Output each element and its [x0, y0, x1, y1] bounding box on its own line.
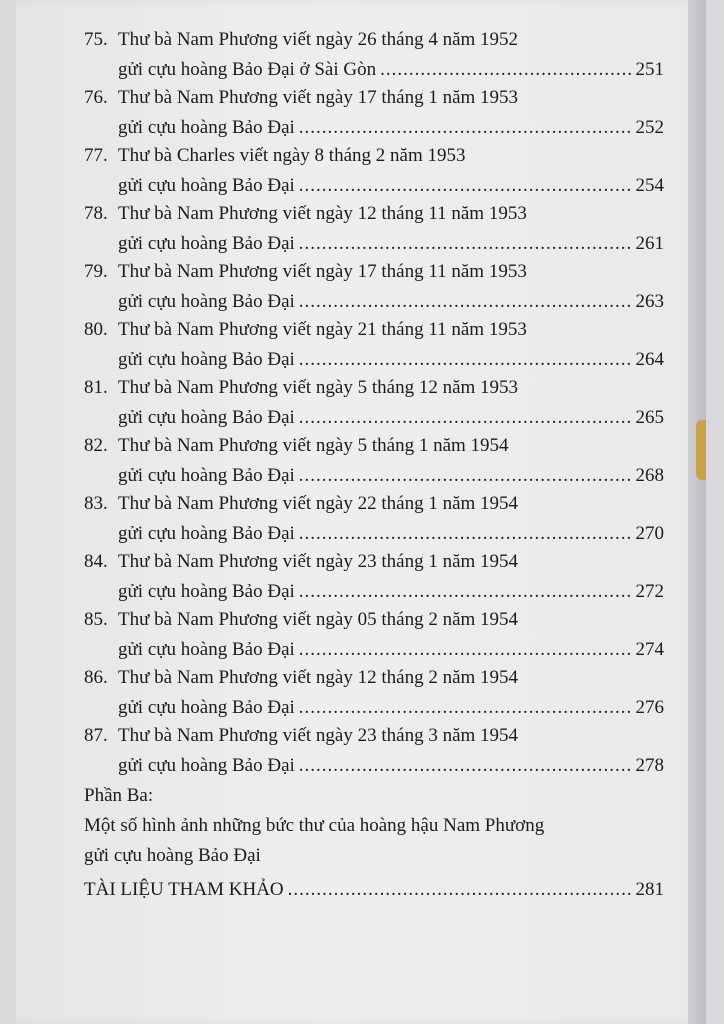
entry-title: Thư bà Nam Phương viết ngày 05 tháng 2 năm 1954	[118, 609, 519, 630]
toc-entry[interactable]	[84, 722, 664, 780]
toc-entry[interactable]	[84, 490, 664, 548]
toc-entry[interactable]	[84, 26, 664, 84]
entry-number: 79.	[84, 261, 108, 282]
entry-title: Thư bà Nam Phương viết ngày 12 tháng 11 năm 1953	[118, 203, 527, 224]
entry-number: 77.	[84, 145, 108, 166]
entry-number: 86.	[84, 667, 108, 688]
dot-leader	[299, 346, 632, 374]
entry-number: 75.	[84, 29, 108, 50]
toc-entry[interactable]	[84, 374, 664, 432]
entry-page-number: 254	[635, 175, 664, 196]
entry-title: Thư bà Nam Phương viết ngày 26 tháng 4 năm 1952	[118, 29, 519, 50]
toc-entry[interactable]	[84, 548, 664, 606]
entry-title: Thư bà Nam Phương viết ngày 12 tháng 2 năm 1954	[118, 667, 519, 688]
entry-subtitle: gửi cựu hoàng Bảo Đại	[118, 523, 295, 544]
bookmark-tab	[696, 420, 706, 480]
entry-second-line	[118, 520, 664, 548]
toc-entry[interactable]	[84, 84, 664, 142]
toc-entry[interactable]	[84, 432, 664, 490]
toc-entry[interactable]	[84, 258, 664, 316]
toc-entry[interactable]	[84, 606, 664, 664]
dot-leader	[299, 172, 632, 200]
dot-leader	[380, 56, 631, 84]
entry-subtitle: gửi cựu hoàng Bảo Đại	[118, 581, 295, 602]
dot-leader	[288, 876, 632, 904]
entry-subtitle: gửi cựu hoàng Bảo Đại	[118, 697, 295, 718]
dot-leader	[299, 462, 632, 490]
entry-subtitle: gửi cựu hoàng Bảo Đại	[118, 349, 295, 370]
references-label: TÀI LIỆU THAM KHẢO	[84, 879, 284, 900]
entry-title: Thư bà Nam Phương viết ngày 5 tháng 1 năm 1954	[118, 435, 509, 456]
entry-number: 76.	[84, 87, 108, 108]
entry-title: Thư bà Nam Phương viết ngày 21 tháng 11 năm 1953	[118, 319, 527, 340]
table-of-contents	[84, 26, 664, 904]
entry-subtitle: gửi cựu hoàng Bảo Đại	[118, 117, 295, 138]
toc-entries	[84, 26, 664, 780]
entry-page-number: 270	[635, 523, 664, 544]
entry-page-number: 274	[635, 639, 664, 660]
entry-second-line	[118, 114, 664, 142]
entry-number: 84.	[84, 551, 108, 572]
entry-subtitle: gửi cựu hoàng Bảo Đại	[118, 755, 295, 776]
entry-title: Thư bà Charles viết ngày 8 tháng 2 năm 1953	[118, 145, 466, 166]
entry-page-number: 263	[635, 291, 664, 312]
dot-leader	[299, 578, 632, 606]
part-heading: Phần Ba:	[84, 785, 154, 806]
entry-subtitle: gửi cựu hoàng Bảo Đại	[118, 175, 295, 196]
entry-page-number: 264	[635, 349, 664, 370]
references-entry[interactable]	[84, 876, 664, 904]
part-description-line-1: Một số hình ảnh những bức thư của hoàng hậu Nam Phương	[84, 815, 545, 836]
book-page	[16, 0, 706, 1024]
dot-leader	[299, 114, 632, 142]
references-page-number: 281	[635, 879, 664, 900]
dot-leader	[299, 694, 632, 722]
dot-leader	[299, 230, 632, 258]
entry-number: 87.	[84, 725, 108, 746]
entry-title: Thư bà Nam Phương viết ngày 23 tháng 1 năm 1954	[118, 551, 519, 572]
entry-second-line	[118, 578, 664, 606]
entry-subtitle: gửi cựu hoàng Bảo Đại	[118, 407, 295, 428]
entry-number: 78.	[84, 203, 108, 224]
entry-subtitle: gửi cựu hoàng Bảo Đại	[118, 233, 295, 254]
entry-subtitle: gửi cựu hoàng Bảo Đại	[118, 465, 295, 486]
entry-subtitle: gửi cựu hoàng Bảo Đại	[118, 291, 295, 312]
entry-second-line	[118, 694, 664, 722]
entry-number: 83.	[84, 493, 108, 514]
part-description-line-2: gửi cựu hoàng Bảo Đại	[84, 845, 261, 866]
dot-leader	[299, 288, 632, 316]
entry-second-line	[118, 462, 664, 490]
entry-page-number: 261	[635, 233, 664, 254]
entry-title: Thư bà Nam Phương viết ngày 23 tháng 3 năm 1954	[118, 725, 519, 746]
dot-leader	[299, 636, 632, 664]
entry-second-line	[118, 172, 664, 200]
dot-leader	[299, 752, 632, 780]
entry-page-number: 278	[635, 755, 664, 776]
dot-leader	[299, 404, 632, 432]
entry-page-number: 265	[635, 407, 664, 428]
entry-second-line	[118, 230, 664, 258]
entry-page-number: 276	[635, 697, 664, 718]
entry-title: Thư bà Nam Phương viết ngày 22 tháng 1 năm 1954	[118, 493, 519, 514]
page-edge	[688, 0, 706, 1024]
entry-number: 85.	[84, 609, 108, 630]
entry-second-line	[118, 752, 664, 780]
entry-page-number: 268	[635, 465, 664, 486]
entry-page-number: 252	[635, 117, 664, 138]
toc-entry[interactable]	[84, 142, 664, 200]
entry-number: 82.	[84, 435, 108, 456]
toc-entry[interactable]	[84, 664, 664, 722]
entry-second-line	[118, 346, 664, 374]
entry-second-line	[118, 636, 664, 664]
entry-second-line	[118, 288, 664, 316]
toc-entry[interactable]	[84, 200, 664, 258]
entry-number: 81.	[84, 377, 108, 398]
entry-subtitle: gửi cựu hoàng Bảo Đại ở Sài Gòn	[118, 59, 377, 80]
entry-title: Thư bà Nam Phương viết ngày 17 tháng 1 năm 1953	[118, 87, 519, 108]
dot-leader	[299, 520, 632, 548]
entry-title: Thư bà Nam Phương viết ngày 17 tháng 11 năm 1953	[118, 261, 527, 282]
entry-page-number: 272	[635, 581, 664, 602]
entry-subtitle: gửi cựu hoàng Bảo Đại	[118, 639, 295, 660]
entry-page-number: 251	[635, 59, 664, 80]
entry-second-line	[118, 404, 664, 432]
entry-number: 80.	[84, 319, 108, 340]
entry-second-line	[118, 56, 664, 84]
toc-entry[interactable]	[84, 316, 664, 374]
entry-title: Thư bà Nam Phương viết ngày 5 tháng 12 năm 1953	[118, 377, 519, 398]
